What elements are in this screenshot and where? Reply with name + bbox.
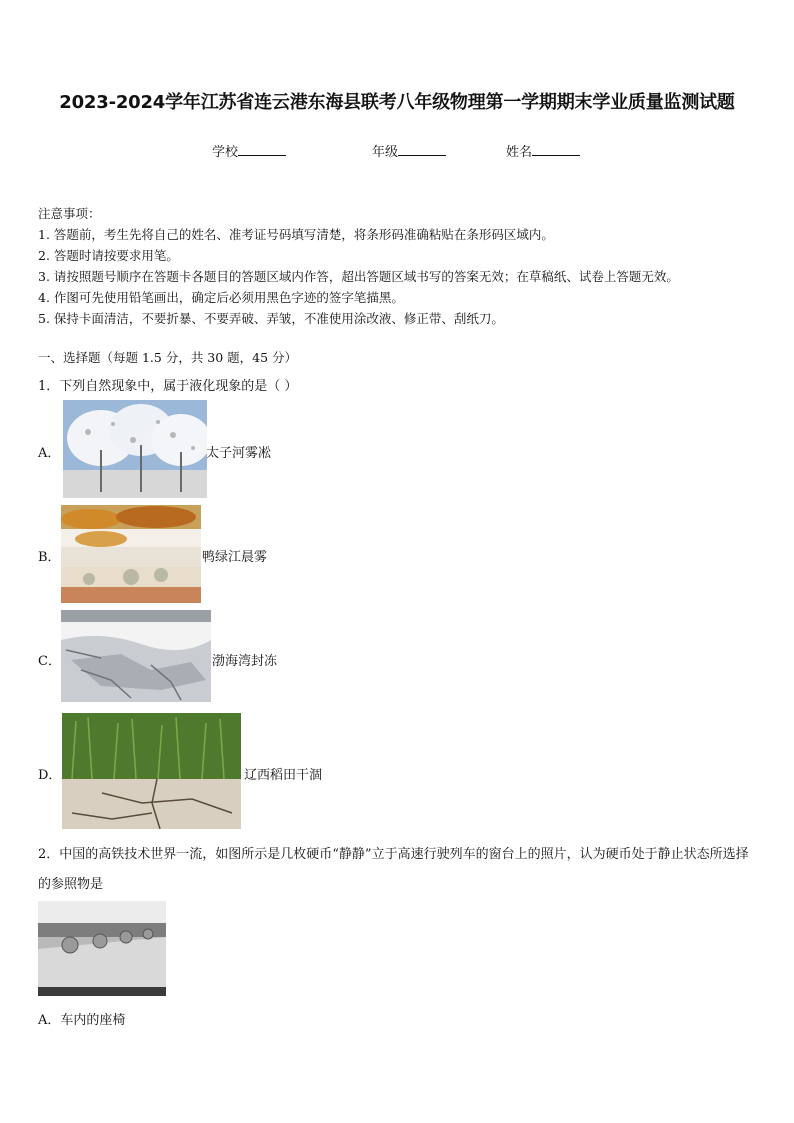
note-item: 1. 答题前，考生先将自己的姓名、准考证号码填写清楚，将条形码准确粘贴在条形码区域内。 — [38, 227, 554, 242]
frozen-bay-image — [61, 610, 211, 702]
grade-label: 年级 — [372, 145, 399, 160]
note-item: 4. 作图可先使用铅笔画出，确定后必须用黑色字迹的签字笔描黑。 — [38, 290, 404, 305]
option-a-label: 太子河雾凇 — [206, 446, 272, 461]
option-b-label: 鸭绿江晨雾 — [202, 550, 268, 565]
section-heading: 一、选择题（每题 1.5 分，共 30 题，45 分） — [38, 350, 298, 365]
note-item: 2. 答题时请按要求用笔。 — [38, 248, 179, 263]
question-1-stem: 1．下列自然现象中，属于液化现象的是（ ） — [38, 379, 298, 394]
school-field — [212, 141, 286, 160]
note-item: 3. 请按照题号顺序在答题卡各题目的答题区域内作答，超出答题区域书写的答案无效；在草稿纸、试卷上答题无效。 — [38, 269, 679, 284]
option-a-letter[interactable]: A． — [38, 446, 61, 461]
notes-heading: 注意事项： — [38, 206, 101, 221]
option-b-letter[interactable]: B． — [38, 550, 61, 565]
coins-on-windowsill-image — [38, 901, 166, 996]
question-2-option-a[interactable]: A．车内的座椅 — [38, 1013, 126, 1028]
grade-field — [372, 141, 446, 160]
question-2-stem: 2．中国的高铁技术世界一流，如图所示是几枚硬币“静静”立于高速行驶列车的窗台上的照片，认为硬币处于静止状态所选择的参照物是 — [38, 847, 749, 892]
name-blank[interactable] — [532, 143, 580, 156]
dry-rice-field-image — [62, 713, 241, 829]
exam-title: 2023-2024学年江苏省连云港东海县联考八年级物理第一学期期末学业质量监测试题 — [59, 92, 735, 113]
rime-trees-image — [63, 400, 207, 498]
grade-blank[interactable] — [398, 143, 446, 156]
option-c-label: 渤海湾封冻 — [212, 654, 278, 669]
option-d-letter[interactable]: D． — [38, 768, 62, 783]
school-label: 学校 — [212, 145, 239, 160]
name-field — [506, 141, 580, 160]
notes-block — [38, 203, 679, 329]
river-mist-image — [61, 505, 201, 603]
option-d-label: 辽西稻田干涸 — [244, 768, 323, 783]
name-label: 姓名 — [506, 145, 533, 160]
note-item: 5. 保持卡面清洁，不要折暴、不要弄破、弄皱，不准使用涂改液、修正带、刮纸刀。 — [38, 311, 504, 326]
option-c-letter[interactable]: C． — [38, 654, 61, 669]
school-blank[interactable] — [238, 143, 286, 156]
